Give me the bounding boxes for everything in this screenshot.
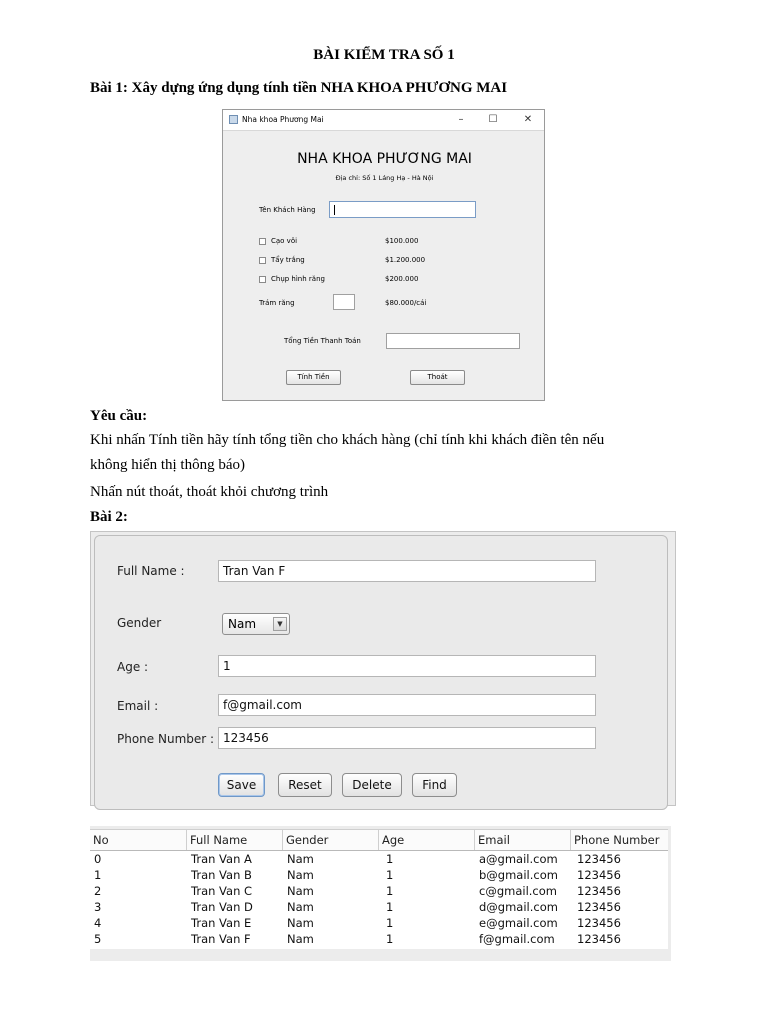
email-label: Email :	[117, 699, 159, 713]
cell-no: 5	[94, 932, 102, 946]
clinic-address: Địa chỉ: Số 1 Láng Hạ - Hà Nội	[335, 174, 434, 182]
text-caret	[334, 205, 335, 215]
table-header	[90, 829, 668, 851]
cell-no: 4	[94, 916, 102, 930]
service-price-xray: $200.000	[385, 275, 419, 283]
cell-no: 3	[94, 900, 102, 914]
cell-age: 1	[386, 932, 394, 946]
table-row[interactable]	[90, 867, 668, 883]
table-body	[90, 851, 668, 949]
exit-button[interactable]: Thoát	[410, 370, 465, 385]
service-checkbox-xray[interactable]	[259, 276, 266, 283]
table-row[interactable]	[90, 899, 668, 915]
cell-phone: 123456	[577, 916, 621, 930]
filling-label: Trám răng	[259, 299, 295, 307]
customer-name-label: Tên Khách Hàng	[259, 206, 316, 214]
cell-gender: Nam	[287, 916, 314, 930]
form-panel	[94, 535, 668, 810]
service-label-scaling: Cạo vôi	[271, 237, 298, 245]
column-header-email[interactable]: Email	[475, 830, 571, 850]
cell-fullname: Tran Van D	[191, 900, 253, 914]
cell-fullname: Tran Van F	[191, 932, 251, 946]
cell-phone: 123456	[577, 884, 621, 898]
email-input[interactable]: f@gmail.com	[218, 694, 596, 716]
calculate-button[interactable]: Tính Tiền	[286, 370, 341, 385]
cell-fullname: Tran Van E	[191, 916, 252, 930]
exercise-2-title: Bài 2:	[90, 509, 128, 525]
dropdown-arrow-icon: ▼	[273, 617, 287, 631]
delete-button[interactable]: Delete	[342, 773, 402, 797]
cell-email: f@gmail.com	[479, 932, 555, 946]
cell-no: 1	[94, 868, 102, 882]
window-titlebar	[223, 110, 544, 131]
fullname-label: Full Name :	[117, 564, 185, 578]
column-header-fullname[interactable]: Full Name	[187, 830, 283, 850]
age-label: Age :	[117, 660, 149, 674]
cell-phone: 123456	[577, 900, 621, 914]
exercise-1-title: Bài 1: Xây dựng ứng dụng tính tiền NHA KHOA PHƯƠNG MAI	[90, 80, 508, 96]
requirement-line-3: Nhấn nút thoát, thoát khỏi chương trình	[90, 484, 329, 500]
table-row[interactable]	[90, 931, 668, 947]
cell-email: d@gmail.com	[479, 900, 558, 914]
save-button[interactable]: Save	[218, 773, 265, 797]
document-heading: BÀI KIỂM TRA SỐ 1	[313, 47, 455, 63]
clinic-heading: NHA KHOA PHƯƠNG MAI	[297, 151, 472, 167]
fullname-input[interactable]: Tran Van F	[218, 560, 596, 582]
cell-age: 1	[386, 916, 394, 930]
cell-email: b@gmail.com	[479, 868, 558, 882]
table-row[interactable]	[90, 851, 668, 867]
cell-fullname: Tran Van C	[191, 884, 253, 898]
cell-fullname: Tran Van B	[191, 868, 252, 882]
total-label: Tổng Tiền Thanh Toán	[284, 337, 361, 345]
column-header-phone[interactable]: Phone Number	[574, 833, 660, 847]
window-title: Nha khoa Phương Mai	[242, 115, 324, 124]
student-form-window	[90, 531, 676, 806]
cell-email: c@gmail.com	[479, 884, 557, 898]
cell-gender: Nam	[287, 900, 314, 914]
cell-gender: Nam	[287, 868, 314, 882]
phone-input[interactable]: 123456	[218, 727, 596, 749]
cell-age: 1	[386, 868, 394, 882]
service-checkbox-scaling[interactable]	[259, 238, 266, 245]
cell-no: 0	[94, 852, 102, 866]
cell-gender: Nam	[287, 884, 314, 898]
gender-dropdown[interactable]	[222, 613, 290, 635]
cell-age: 1	[386, 884, 394, 898]
cell-email: a@gmail.com	[479, 852, 558, 866]
column-header-no[interactable]: No	[90, 830, 187, 850]
gender-selected-value: Nam	[228, 617, 257, 631]
column-header-gender[interactable]: Gender	[283, 830, 379, 850]
java-app-icon	[229, 115, 238, 124]
table-row[interactable]	[90, 883, 668, 899]
dental-app-window	[222, 109, 545, 401]
cell-email: e@gmail.com	[479, 916, 558, 930]
phone-label: Phone Number :	[117, 732, 215, 746]
service-price-whitening: $1.200.000	[385, 256, 426, 264]
age-input[interactable]: 1	[218, 655, 596, 677]
table-row[interactable]	[90, 915, 668, 931]
cell-phone: 123456	[577, 868, 621, 882]
filling-quantity-input[interactable]	[333, 294, 355, 310]
cell-no: 2	[94, 884, 102, 898]
service-label-xray: Chụp hình răng	[271, 275, 325, 283]
maximize-button[interactable]: ☐	[488, 114, 498, 125]
cell-gender: Nam	[287, 852, 314, 866]
minimize-button[interactable]: –	[458, 114, 464, 125]
cell-age: 1	[386, 900, 394, 914]
gender-label: Gender	[117, 616, 162, 630]
requirement-line-1: Khi nhấn Tính tiền hãy tính tổng tiền cho khách hàng (chỉ tính khi khách điền tên nếu	[90, 432, 605, 448]
cell-phone: 123456	[577, 932, 621, 946]
filling-price: $80.000/cái	[385, 299, 427, 307]
total-output-field[interactable]	[386, 333, 520, 349]
column-header-age[interactable]: Age	[379, 830, 475, 850]
service-label-whitening: Tẩy trắng	[271, 256, 305, 264]
cell-age: 1	[386, 852, 394, 866]
cell-phone: 123456	[577, 852, 621, 866]
reset-button[interactable]: Reset	[278, 773, 332, 797]
students-table	[90, 826, 671, 961]
find-button[interactable]: Find	[412, 773, 457, 797]
requirements-heading: Yêu cầu:	[90, 408, 148, 424]
cell-gender: Nam	[287, 932, 314, 946]
requirement-line-2: không hiển thị thông báo)	[90, 457, 245, 473]
cell-fullname: Tran Van A	[191, 852, 252, 866]
service-price-scaling: $100.000	[385, 237, 419, 245]
close-button[interactable]: ✕	[523, 114, 533, 125]
service-checkbox-whitening[interactable]	[259, 257, 266, 264]
customer-name-input[interactable]	[329, 201, 476, 218]
